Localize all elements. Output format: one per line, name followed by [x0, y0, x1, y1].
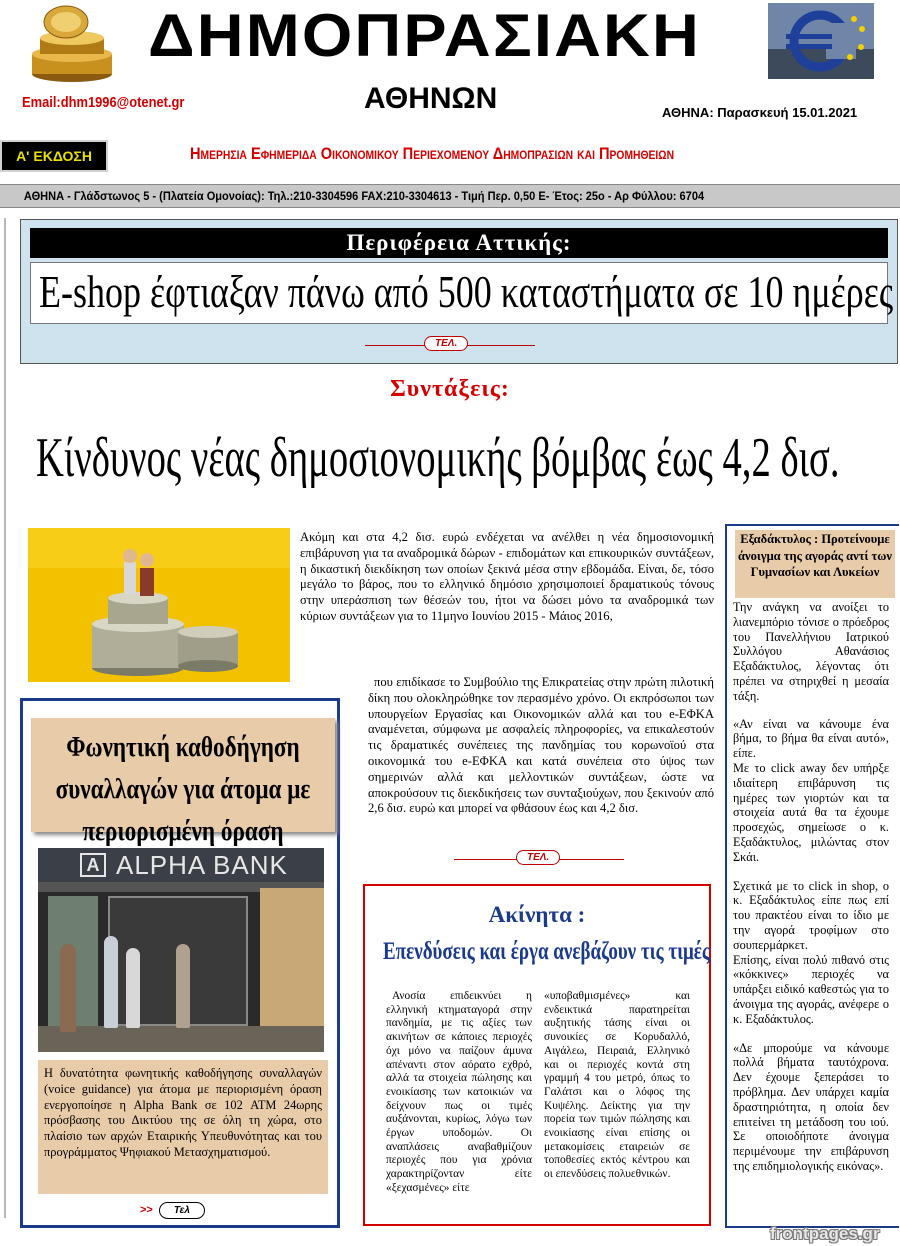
side-story-paragraph: Την ανάγκη να ανοίξει το λιανεμπόριο τόνισε ο πρόεδρος του Πανελλήνιου Ιατρικού Συλλόγου Αθανάσιος Εξαδάκτυλος, λέγοντας ότι πρέπει να στηριχθεί η μεσαία τάξη.: [733, 600, 889, 703]
issue-date: ΑΘΗΝΑ: Παρασκευή 15.01.2021: [662, 105, 858, 120]
main-story-kicker: Συντάξεις:: [390, 376, 510, 402]
main-story-paragraph-2: που επιδίκασε το Συμβούλιο της Επικρατείας στην πρώτη πιλοτική δίκη που ολοκληρώθηκε τον περασμένο χρόνο. Οι εκπρόσωποι των υπουργείων Εργασίας και Οικονομικών αλλά και του e-ΕΦΚΑ αναμένεται, σύμφωνα με ασφαλείς πληροφορίες, να επικαλεστούν τις δραματικές συνέπειες της πανδημίας του κορωνοϊού στα οικονομικά του e-ΕΦΚΑ και κατά συνέπεια στο ύψος των σημερινών αλλά και μελλοντικών συντάξεων, ώστε να αποκρούσουν τις διεκδικήσεις των συνταξιούχων, που ξεκινούν από 2,6 δισ. ευρώ και μπορεί να φθάσουν έως και 4,2 δισ.: [368, 675, 714, 816]
alpha-bank-sign: ALPHA BANK: [116, 850, 288, 880]
more-label: Τελ: [159, 1202, 205, 1219]
pedestrian-figure: [176, 944, 190, 1028]
edition-label: Α' ΕΚΔΟΣΗ: [16, 148, 92, 164]
pedestrian-figure: [126, 948, 140, 1028]
page-left-border: [4, 218, 6, 1218]
edition-badge: [0, 140, 108, 172]
alpha-story-headline-box[interactable]: [31, 718, 335, 847]
side-story-paragraph: Επίσης, είναι πολύ πιθανό στις «κόκκινες» περιοχές να υπάρξει ειδικό καθεστώς για το άνοιγμα της αγοράς, ανέφερε ο κ. Εξαδάκτυλος.: [733, 952, 889, 1026]
info-bar: [0, 184, 900, 208]
pedestrian-figure: [104, 936, 118, 1028]
main-story-body-2: [368, 675, 714, 817]
side-story-paragraph: «Αν είναι να κάνουμε ένα βήμα, το βήμα θα είναι αυτό», είπε.: [733, 716, 889, 761]
main-story-tel-button[interactable]: ΤΕΛ.: [516, 850, 560, 865]
side-story-paragraph: «Δε μπορούμε να κάνουμε πολλά βήματα ταυτόχρονα. Δεν έχουμε ξεπεράσει το πρόβλημα. Δεν υπάρχει καμία δραστηριότητα, η οποία δεν επιτείνει τη μετάδοση του ιού. Σε οποιοδήποτε άνοιγμα περιμένουμε την επιβάρυνση της επιδημιολογικής εικόνας».: [733, 1040, 889, 1173]
property-column-1: Ανοσία επιδεικνύει η ελληνική κτηματαγορά στην πανδημία, με τις αξίες των ακινήτων σε κάποιες περιοχές όχι μόνο να παίζουν άμυνα απέναντι στον αόρατο εχθρό, αλλά τα στοιχεία πώλησης και ενοικίασης των κατοικιών να δείχνουν πως οι τιμές αυξάνονται, κυρίως, λόγω των έργων υποδομών. Οι αναπλάσεις αναβαθμίζουν περιοχές που για χρόνια χαρακτηρίζονταν είτε «ξεχασμένες» είτε: [386, 990, 532, 1194]
top-story-headline-box[interactable]: [30, 262, 894, 324]
masthead-tagline: [190, 144, 749, 164]
main-story-headline[interactable]: Κίνδυνος νέας δημοσιονομικής βόμβας έως 4,2 δισ.: [36, 427, 840, 489]
pedestrian-figure: [60, 944, 76, 1032]
property-column-2: «υποβαθμισμένες» και ενδεικτικά παρατηρείται αυξητικής τάσης είναι οι συνοικίες σε Κορυδαλλό, Αιγάλεω, Πειραιά, Ελληνικό και οι περιοχές κοντά στη γραμμή 4 του μετρό, όπως το Γαλάτσι και ο λόφος της Κυψέλης. Δείκτης για την πορεία των τιμών πώλησης και ενοικίασης είναι επίσης οι μετακομίσεις εταιρειών σε τοποθεσίες εκτός κέντρου και οι επενδύσεις πολυεθνικών.: [544, 990, 690, 1181]
masthead-subtitle: ΑΘΗΝΩΝ: [364, 82, 498, 115]
side-story-headline-box[interactable]: [735, 530, 895, 598]
property-story-kicker: Ακίνητα :: [488, 902, 586, 927]
property-story-col-1: [386, 990, 532, 1196]
alpha-bank-logo-icon: A: [80, 853, 106, 877]
main-story-paragraph-1: Ακόμη και στα 4,2 δισ. ευρώ ενδέχεται να ανέλθει η νέα δημοσιονομική επιβάρυνση για τα αναδρομικά δώρων - επιδομάτων και επικουρικών συντάξεων, η δικαστική διεκδίκηση των οποίων ξεκινά μέσα στην εβδομάδα. Είναι, δε, τόσο μεγάλο το βάρος, που το ελληνικό δημόσιο χρησιμοποιεί δραματικούς τόνους στην υπεράσπιση των θέσεών του, ήτοι να δώσει μόνο τα αναδρομικά των κύριων συντάξεων για το 11μηνο Ιουνίου 2015 - Μάιος 2016,: [300, 530, 714, 623]
top-story-kicker: Περιφέρεια Αττικής:: [346, 230, 572, 255]
pension-coins-image: [28, 528, 290, 682]
alpha-story-headline: Φωνητική καθοδήγηση συναλλαγών για άτομα με περιορισμένη όραση: [55, 731, 311, 847]
watermark: frontpages.gr: [770, 1224, 880, 1243]
alpha-bank-image: [38, 848, 324, 1052]
side-story-body: [733, 600, 889, 1174]
side-story-paragraph: Σχετικά με το click in shop, ο κ. Εξαδάκτυλος είπε πως επί του πρακτέου είναι το ίδιο με την αγορά τροφίμων στο σουπερμάρκετ.: [733, 878, 889, 952]
alpha-story-body: Η δυνατότητα φωνητικής καθοδήγησης συναλλαγών (voice guidance) για άτομα με περιορισμένη όραση ενεργοποίησε η Alpha Bank σε 102 ATM 24ωρης πρόσβασης του Δικτύου της σε όλη τη χώρα, στο πλαίσιο των αρχών Εταιρικής Υπευθυνότητας και του προγράμματος Ψηφιακού Μετασχηματισμού.: [44, 1066, 322, 1159]
property-story-headline[interactable]: [383, 938, 710, 966]
side-story-paragraph: Με το click away δεν υπήρξε ιδιαίτερη επιβάρυνση τις ημέρες των γιορτών και τα στοιχεία αυτά θα τα έχουμε προσεχώς, σημείωσε ο κ. Εξαδάκτυλος, μιλώντας στον Σκάι.: [733, 760, 889, 864]
top-story-headline: E-shop έφτιαξαν πάνω από 500 καταστήματα σε 10 ημέρες: [39, 267, 894, 317]
euro-logo: [768, 3, 874, 79]
top-story-kicker-bar: [30, 228, 888, 258]
email-link[interactable]: Email:dhm1996@otenet.gr: [22, 94, 185, 111]
side-story-headline: Εξαδάκτυλος : Προτείνουμε άνοιγμα της αγοράς αντί των Γυμνασίων και Λυκείων: [738, 532, 892, 579]
masthead-title: ΔΗΜΟΠΡΑΣΙΑΚΗ: [148, 2, 701, 69]
info-bar-text: ΑΘΗΝΑ - Γλάδστωνος 5 - (Πλατεία Ομονοίας): Τηλ.:210-3304596 FAX:210-3304613 - Τιμή Περ. 0,50 Ε- Έτος: 25ο - Αρ Φύλλου: 6704: [23, 189, 705, 203]
property-headline-text: Επενδύσεις και έργα ανεβάζουν τις τιμές: [383, 938, 710, 965]
alpha-more-link[interactable]: [140, 1200, 205, 1219]
coins-logo: [22, 4, 118, 84]
more-arrow-icon: >>: [140, 1204, 153, 1216]
top-story-tel-button[interactable]: ΤΕΛ.: [424, 336, 468, 351]
bank-pavement: [38, 1026, 324, 1052]
property-story-col-2: [544, 990, 690, 1182]
alpha-story-body-box: [38, 1060, 328, 1194]
main-story-body-1: [300, 530, 714, 625]
tagline-text: Ημερησια Εφημεριδα Οικονομικου Περιεχομενου Δημοπρασιων και Προμηθειων: [190, 144, 675, 163]
